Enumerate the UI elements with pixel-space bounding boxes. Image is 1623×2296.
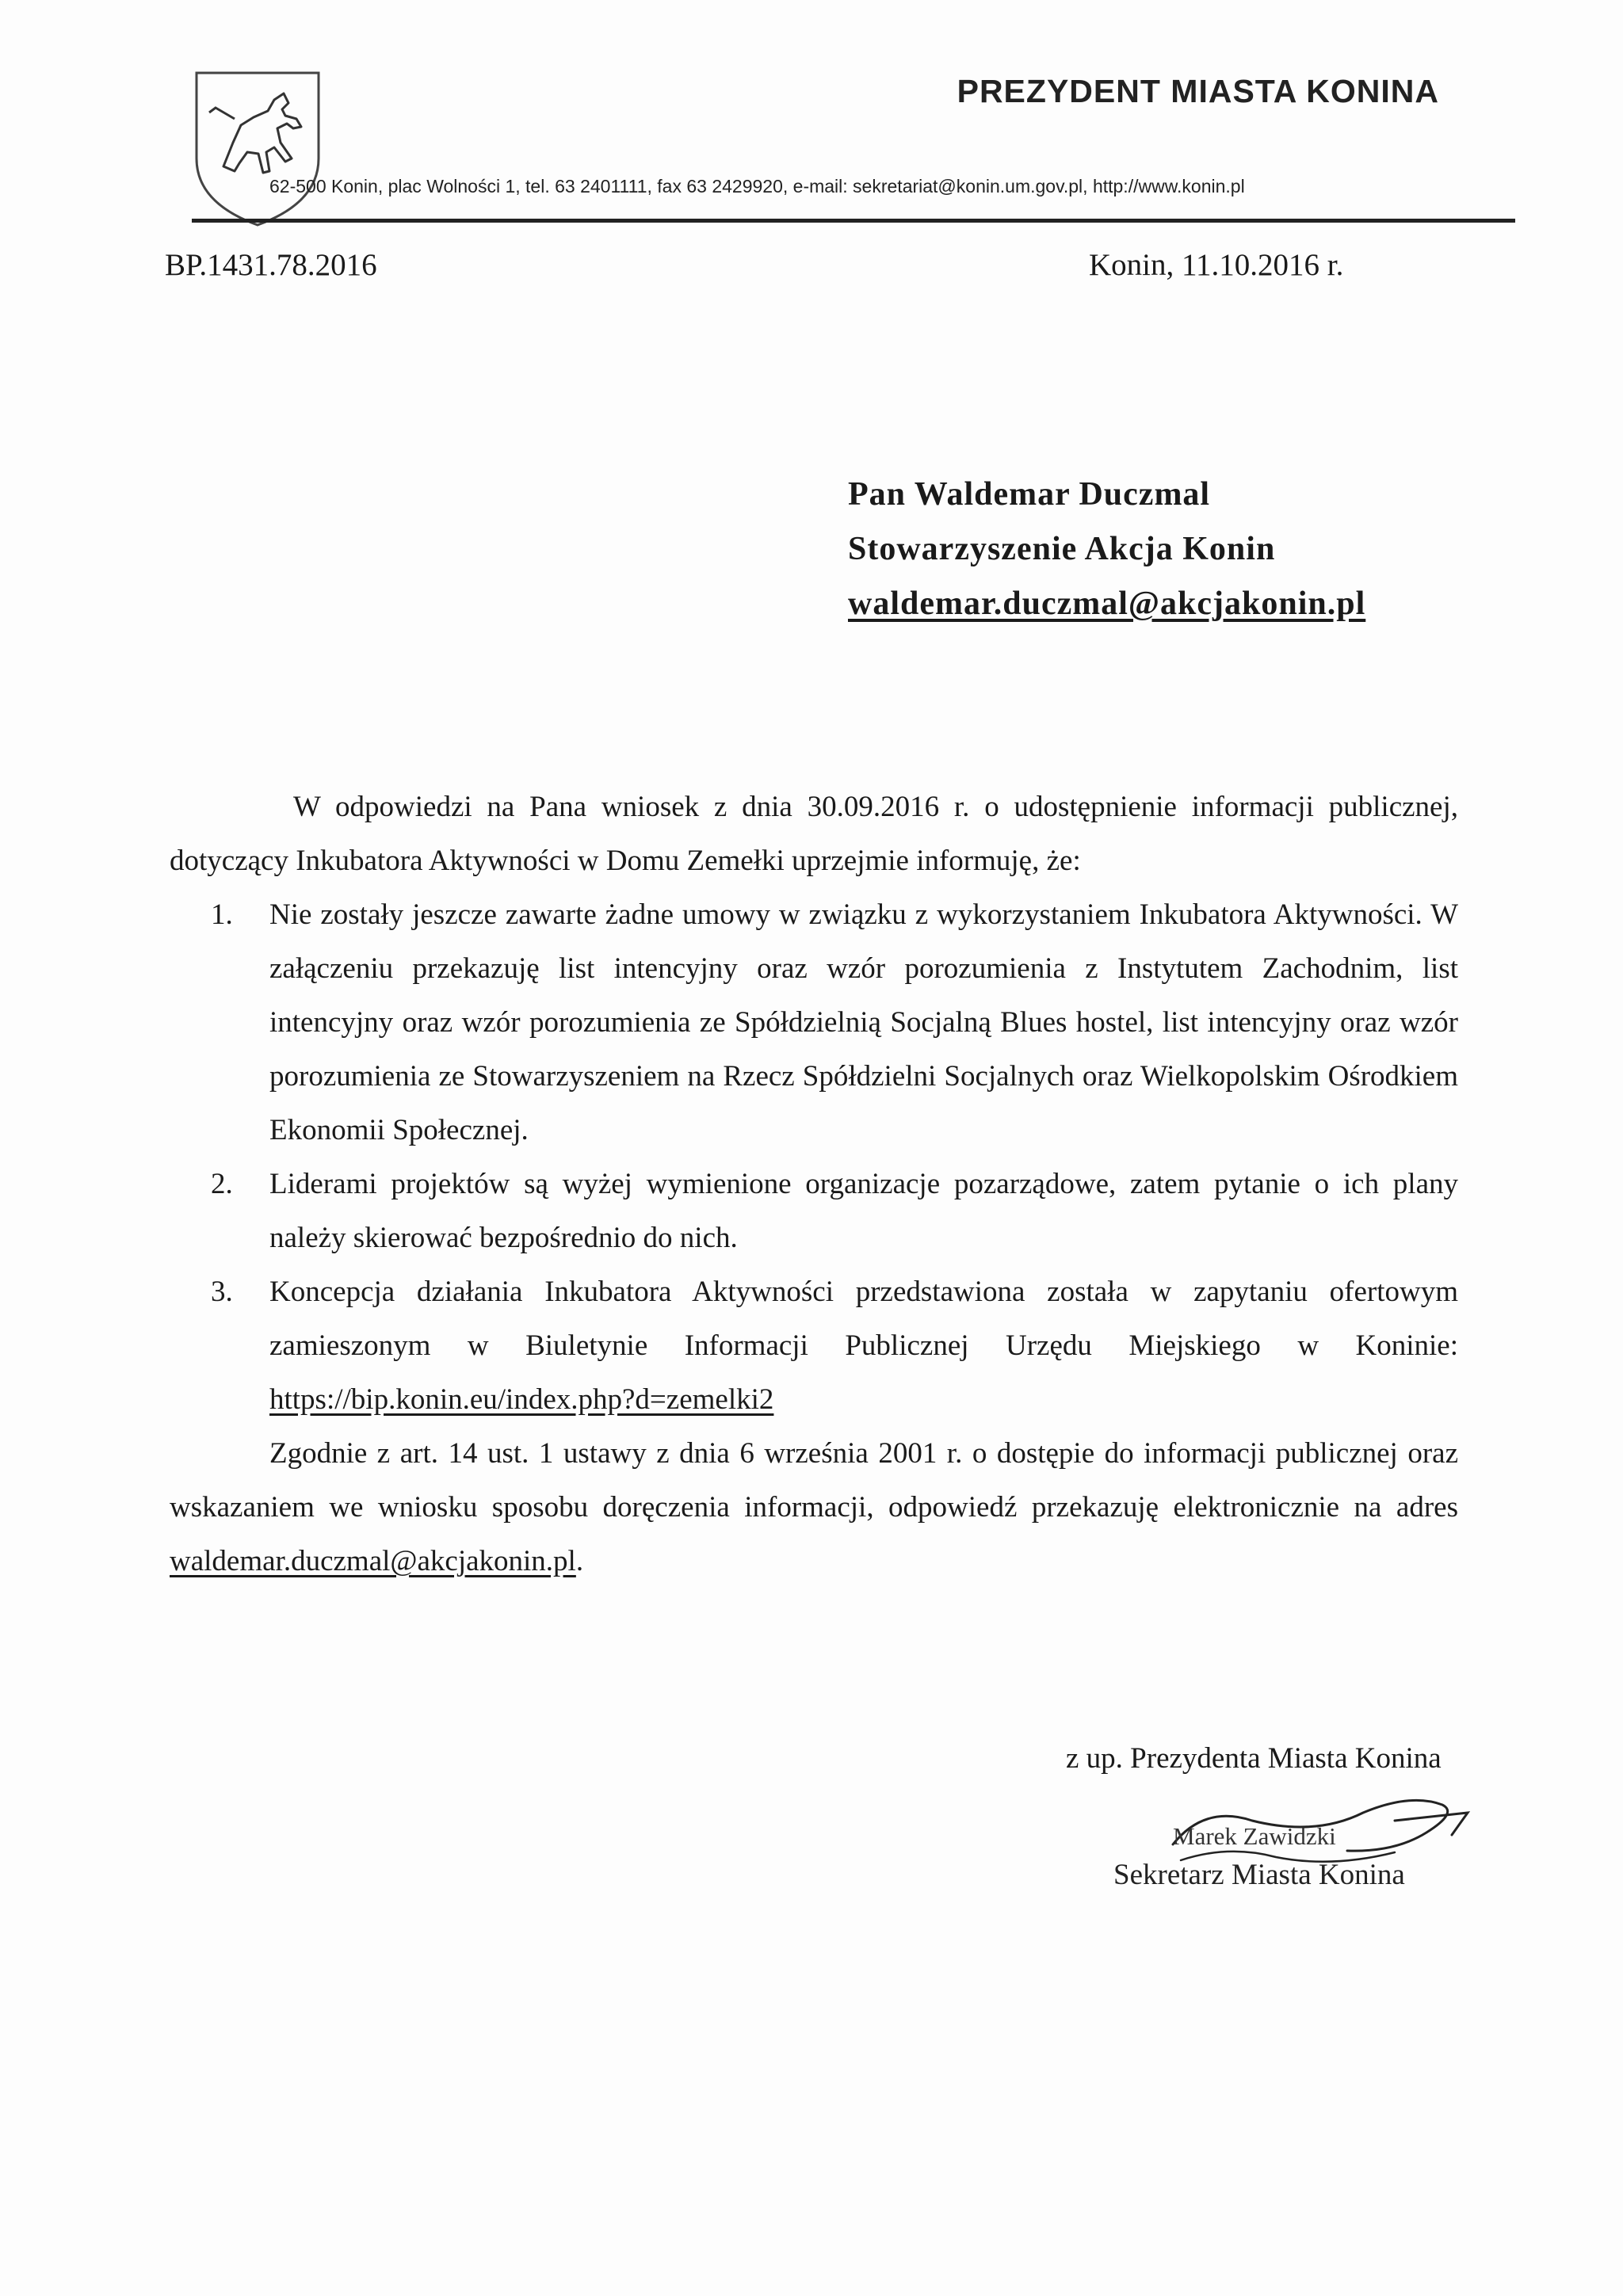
bip-link[interactable]: https://bip.konin.eu/index.php?d=zemelki2 [269,1383,774,1416]
list-number: 3. [211,1276,233,1308]
closing-text: Zgodnie z art. 14 ust. 1 ustawy z dnia 6 września 2001 r. o dostępie do informacji publicznej oraz wskazaniem we wniosku sposobu doręczenia informacji, odpowiedź przekazuję elektronicznie na adres [170,1437,1458,1524]
closing-period: . [575,1545,584,1577]
konin-coat-of-arms-icon [192,70,323,228]
list-item [170,1158,1458,1265]
signatory-title: Sekretarz Miasta Konina [1113,1859,1405,1891]
list-item [170,1265,1458,1427]
intro-paragraph: W odpowiedzi na Pana wniosek z dnia 30.09.2016 r. o udostępnienie informacji publicznej, dotyczący Inkubatora Aktywności w Domu Zemełki uprzejmie informuję, że: [170,791,1458,877]
list-text: Liderami projektów są wyżej wymienione organizacje pozarządowe, zatem pytanie o ich plany należy skierować bezpośrednio do nich. [269,1168,1458,1254]
closing-email-link[interactable]: waldemar.duczmal@akcjakonin.pl [170,1545,576,1577]
reference-number: BP.1431.78.2016 [165,248,377,282]
letterhead-title: PREZYDENT MIASTA KONINA [957,73,1439,109]
recipient-name: Pan Waldemar Duczmal [848,476,1211,513]
letterhead-divider [192,219,1515,223]
list-number: 1. [211,898,233,931]
recipient-block [848,467,1365,631]
points-list [170,888,1458,1427]
letterhead-address: 62-500 Konin, plac Wolności 1, tel. 63 2401111, fax 63 2429920, e-mail: sekretariat@konin.um.gov.pl, http://www.konin.pl [269,176,1245,196]
recipient-organization: Stowarzyszenie Akcja Konin [848,531,1276,567]
signature-authority: z up. Prezydenta Miasta Konina [1066,1742,1442,1775]
closing-paragraph [170,1427,1458,1589]
list-text: Nie zostały jeszcze zawarte żadne umowy w związku z wykorzystaniem Inkubatora Aktywności. W załączeniu przekazuję list intencyjny oraz wzór porozumienia z Instytutem Zachodnim, list intencyjny oraz wzór porozumienia ze Spółdzielnią Socjalną Blues hostel, list intencyjny oraz wzór porozumienia ze Stowarzyszeniem na Rzecz Spółdzielni Socjalnych oraz Wielkopolskim Ośrodkiem Ekonomii Społecznej. [269,898,1458,1146]
list-item [170,888,1458,1158]
list-number: 2. [211,1168,233,1200]
letter-date: Konin, 11.10.2016 r. [1089,248,1344,282]
recipient-email[interactable]: waldemar.duczmal@akcjakonin.pl [848,585,1366,622]
signatory-name-stamp: Marek Zawidzki [1173,1822,1336,1850]
list-text: Koncepcja działania Inkubatora Aktywności przedstawiona została w zapytaniu ofertowym zamieszonym w Biuletynie Informacji Publicznej Urzędu Miejskiego w Koninie: [269,1276,1458,1362]
letter-body [170,780,1458,1589]
